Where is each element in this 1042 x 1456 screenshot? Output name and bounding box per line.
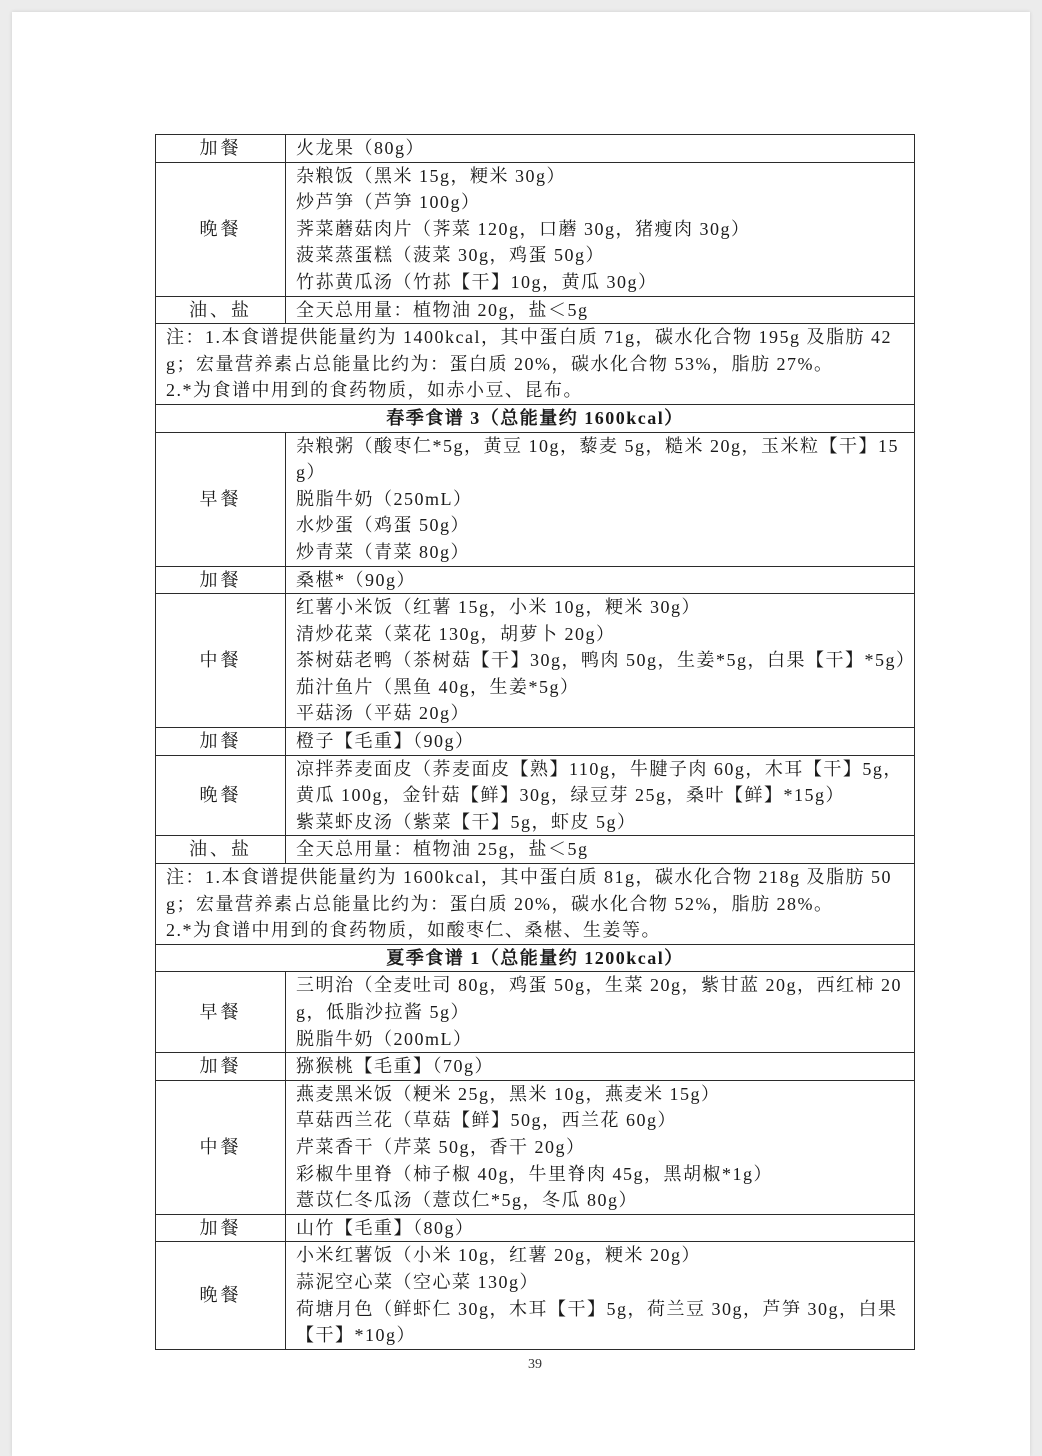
note-cell: [156, 864, 915, 945]
dish-item: 杂粮饭（黑米 15g，粳米 30g）: [296, 165, 566, 186]
meal-row: [156, 566, 915, 594]
dish-item: 红薯小米饭（红薯 15g，小米 10g，粳米 30g）: [296, 597, 701, 618]
dish-item: 山竹【毛重】（80g）: [296, 1217, 475, 1238]
section-header: 夏季食谱 1（总能量约 1200kcal）: [156, 944, 915, 972]
meal-label: 加餐: [156, 728, 286, 756]
note-line: 注：1.本食谱提供能量约为 1400kcal，其中蛋白质 71g，碳水化合物 195g 及脂肪 42g；宏量营养素占总能量比约为：蛋白质 20%，碳水化合物 53%，脂肪 27%。: [166, 327, 892, 374]
dish-item: 全天总用量：植物油 25g，盐＜5g: [296, 839, 589, 860]
meal-row: [156, 1214, 915, 1242]
meal-label: 晚餐: [156, 755, 286, 836]
dish-item: 杂粮粥（酸枣仁*5g，黄豆 10g，藜麦 5g，糙米 20g，玉米粒【干】15g）: [296, 435, 899, 483]
meal-items: [286, 594, 915, 728]
dish-item: 茄汁鱼片（黑鱼 40g，生姜*5g）: [296, 676, 580, 697]
meal-row: [156, 728, 915, 756]
note-cell: [156, 324, 915, 405]
meal-label: 油、盐: [156, 296, 286, 324]
note-line: 2.*为食谱中用到的食药物质，如赤小豆、昆布。: [166, 380, 583, 401]
page-number: 39: [528, 1356, 542, 1372]
dish-item: 脱脂牛奶（250mL）: [296, 488, 473, 509]
meal-items: [286, 836, 915, 864]
dish-item: 茶树菇老鸭（茶树菇【干】30g，鸭肉 50g，生姜*5g，白果【干】*5g）: [296, 650, 916, 671]
meal-items: [286, 728, 915, 756]
meal-row: [156, 1080, 915, 1214]
dish-item: 竹荪黄瓜汤（竹荪【干】10g，黄瓜 30g）: [296, 271, 658, 292]
meal-row: [156, 432, 915, 566]
dish-item: 炒芦笋（芦笋 100g）: [296, 192, 481, 213]
meal-label: 中餐: [156, 1080, 286, 1214]
meal-row: [156, 836, 915, 864]
dish-item: 荠菜蘑菇肉片（荠菜 120g，口蘑 30g，猪瘦肉 30g）: [296, 218, 751, 239]
meal-items: [286, 972, 915, 1053]
meal-items: [286, 1080, 915, 1214]
meal-label: 中餐: [156, 594, 286, 728]
section-header-row: [156, 944, 915, 972]
meal-items: [286, 296, 915, 324]
dish-item: 橙子【毛重】（90g）: [296, 731, 475, 752]
note-line: 注：1.本食谱提供能量约为 1600kcal，其中蛋白质 81g，碳水化合物 218g 及脂肪 50g；宏量营养素占总能量比约为：蛋白质 20%，碳水化合物 52%，脂肪 28%。: [166, 867, 892, 914]
section-header-row: [156, 404, 915, 432]
diet-plan-table: [155, 134, 915, 1350]
page-content: [155, 134, 915, 1373]
note-row: [156, 324, 915, 405]
dish-item: 火龙果（80g）: [296, 138, 425, 158]
dish-item: 猕猴桃【毛重】（70g）: [296, 1056, 494, 1077]
dish-item: 紫菜虾皮汤（紫菜【干】5g，虾皮 5g）: [296, 811, 637, 832]
dish-item: 荷塘月色（鲜虾仁 30g，木耳【干】5g，荷兰豆 30g，芦笋 30g，白果【干】*10g）: [296, 1298, 898, 1346]
dish-item: 彩椒牛里脊（柿子椒 40g，牛里脊肉 45g，黑胡椒*1g）: [296, 1163, 773, 1184]
meal-items: [286, 566, 915, 594]
dish-item: 清炒花菜（菜花 130g，胡萝卜 20g）: [296, 623, 616, 644]
meal-row: [156, 1242, 915, 1349]
dish-item: 小米红薯饭（小米 10g，红薯 20g，粳米 20g）: [296, 1245, 701, 1266]
meal-row: [156, 594, 915, 728]
meal-items: [286, 432, 915, 566]
dish-item: 燕麦黑米饭（粳米 25g，黑米 10g，燕麦米 15g）: [296, 1083, 721, 1104]
meal-row: [156, 296, 915, 324]
meal-items: [286, 1053, 915, 1081]
meal-row: [156, 972, 915, 1053]
meal-row: [156, 135, 915, 163]
meal-label: 加餐: [156, 1214, 286, 1242]
dish-item: 脱脂牛奶（200mL）: [296, 1028, 473, 1049]
meal-items: [286, 162, 915, 296]
dish-item: 水炒蛋（鸡蛋 50g）: [296, 515, 470, 536]
meal-label: 加餐: [156, 135, 286, 163]
meal-label: 晚餐: [156, 162, 286, 296]
meal-items: [286, 1242, 915, 1349]
meal-row: [156, 755, 915, 836]
document-page: [12, 12, 1030, 1456]
meal-row: [156, 162, 915, 296]
dish-item: 薏苡仁冬瓜汤（薏苡仁*5g，冬瓜 80g）: [296, 1190, 638, 1211]
meal-label: 晚餐: [156, 1242, 286, 1349]
meal-label: 加餐: [156, 1053, 286, 1081]
note-line: 2.*为食谱中用到的食药物质，如酸枣仁、桑椹、生姜等。: [166, 920, 661, 941]
meal-items: [286, 1214, 915, 1242]
meal-label: 早餐: [156, 432, 286, 566]
note-row: [156, 864, 915, 945]
dish-item: 三明治（全麦吐司 80g，鸡蛋 50g，生菜 20g，紫甘蓝 20g，西红柿 20g，低脂沙拉酱 5g）: [296, 975, 902, 1022]
meal-items: [286, 135, 915, 163]
dish-item: 芹菜香干（芹菜 50g，香干 20g）: [296, 1136, 586, 1157]
meal-items: [286, 755, 915, 836]
meal-row: [156, 1053, 915, 1081]
meal-label: 油、盐: [156, 836, 286, 864]
dish-item: 蒜泥空心菜（空心菜 130g）: [296, 1271, 539, 1292]
dish-item: 凉拌荞麦面皮（荞麦面皮【熟】110g，牛腱子肉 60g，木耳【干】5g，黄瓜 100g，金针菇【鲜】30g，绿豆芽 25g，桑叶【鲜】*15g）: [296, 758, 903, 806]
dish-item: 炒青菜（青菜 80g）: [296, 541, 470, 562]
meal-label: 早餐: [156, 972, 286, 1053]
dish-item: 全天总用量：植物油 20g，盐＜5g: [296, 299, 589, 320]
dish-item: 平菇汤（平菇 20g）: [296, 703, 470, 724]
dish-item: 桑椹*（90g）: [296, 569, 416, 590]
section-header: 春季食谱 3（总能量约 1600kcal）: [156, 404, 915, 432]
dish-item: 草菇西兰花（草菇【鲜】50g，西兰花 60g）: [296, 1110, 677, 1131]
meal-label: 加餐: [156, 566, 286, 594]
dish-item: 菠菜蒸蛋糕（菠菜 30g，鸡蛋 50g）: [296, 245, 605, 266]
diet-table-body: [156, 135, 915, 1350]
